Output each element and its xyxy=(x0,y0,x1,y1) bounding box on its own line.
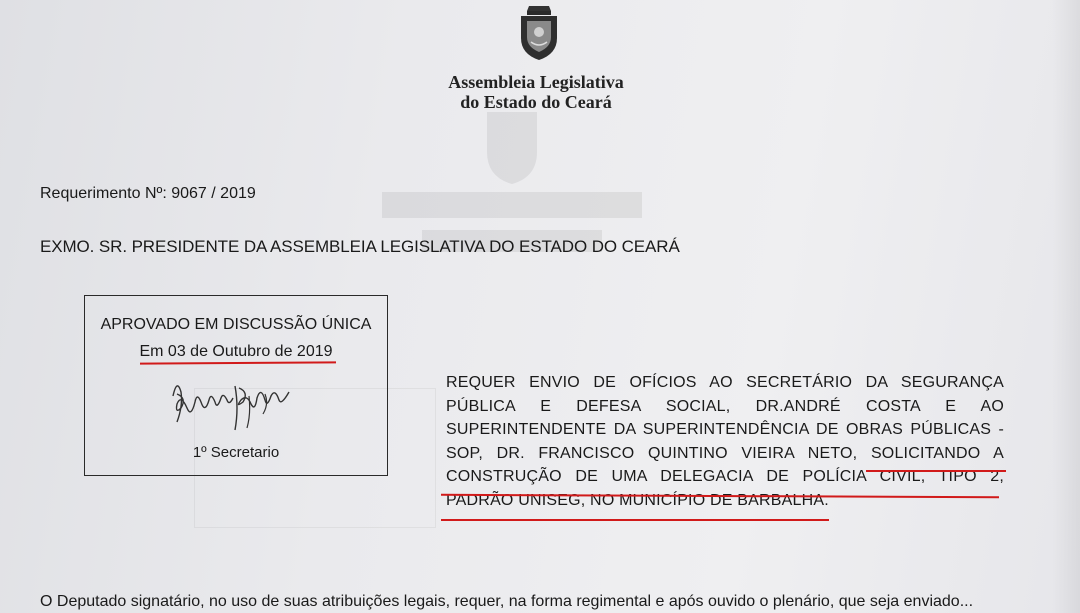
summary-text: REQUER ENVIO DE OFÍCIOS AO SECRETÁRIO DA SEGURANÇA PÚBLICA E DEFESA SOCIAL, DR.ANDRÉ COSTA E AO SUPERINTENDENTE DA SUPERINTENDÊNCIA DE OBRAS PÚBLICAS - SOP, DR. FRANCISCO QUINTINO VIEIRA NETO, xyxy=(446,374,1004,462)
date-red-underline xyxy=(140,361,336,364)
addressee-line: EXMO. SR. PRESIDENTE DA ASSEMBLEIA LEGISLATIVA DO ESTADO DO CEARÁ xyxy=(40,237,680,256)
summary-red-underline-1 xyxy=(866,470,1006,472)
handwritten-signature xyxy=(165,366,305,438)
body-first-line: O Deputado signatário, no uso de suas atribuições legais, requer, na forma regimental e após ouvido o plenário, que seja enviado... xyxy=(40,593,974,610)
stamp-title: APROVADO EM DISCUSSÃO ÚNICA xyxy=(100,316,372,333)
page-edge-shadow xyxy=(1052,0,1080,613)
summary-highlighted-text: SOLICITANDO A CONSTRUÇÃO DE UMA DELEGACIA DE POLÍCIA CIVIL, TIPO 2, PADRÃO UNISEG, NO MUNICÍPIO DE BARBALHA. xyxy=(446,444,1004,509)
institution-name-line1: Assembleia Legislativa xyxy=(448,72,624,92)
request-summary xyxy=(446,371,1004,512)
stamp-role: 1º Secretario xyxy=(192,444,280,461)
stamp-date: Em 03 de Outubro de 2019 xyxy=(139,343,333,360)
institution-name-line2: do Estado do Ceará xyxy=(460,92,612,112)
coat-of-arms-icon xyxy=(515,2,563,64)
institution-name xyxy=(420,72,652,112)
summary-red-underline-3 xyxy=(441,519,829,521)
request-number: Requerimento Nº: 9067 / 2019 xyxy=(40,185,256,202)
approval-stamp xyxy=(84,295,388,476)
